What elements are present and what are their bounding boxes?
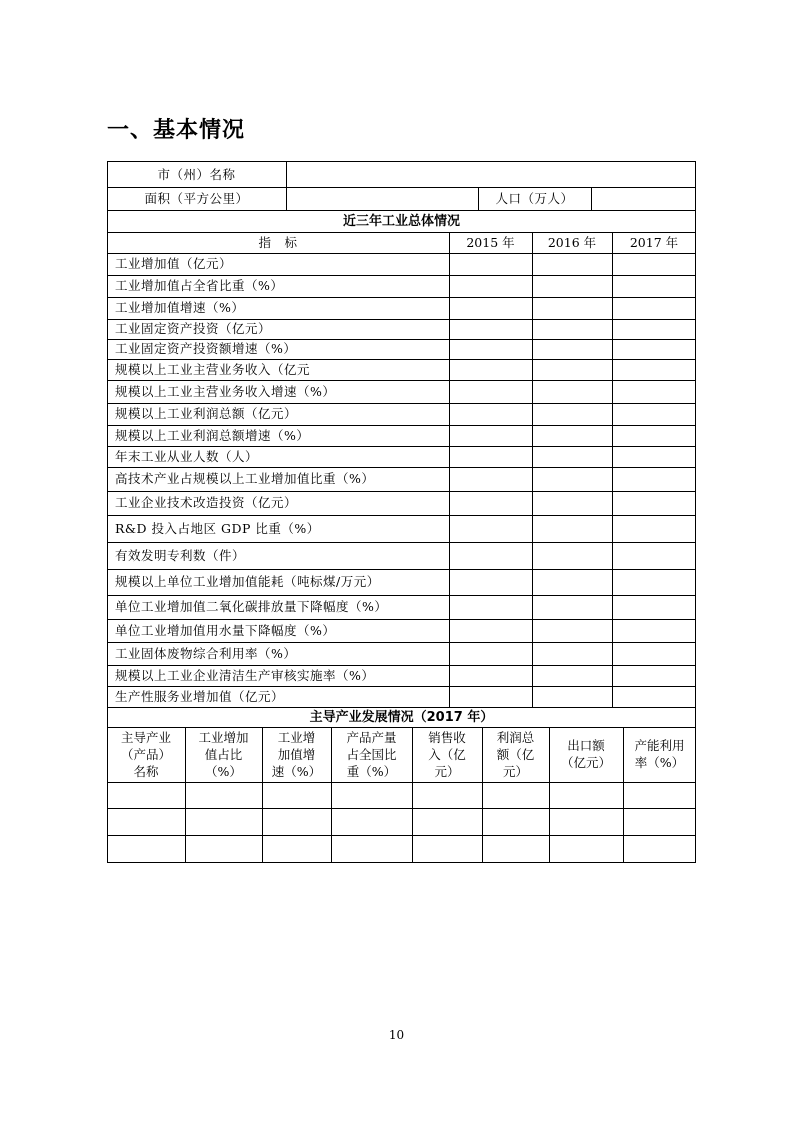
indicator-row-label: 工业企业技术改造投资（亿元） bbox=[115, 495, 298, 510]
overall-section-title: 近三年工业总体情况 bbox=[342, 214, 460, 229]
industry-column-header: 入（亿 bbox=[428, 747, 466, 762]
industry-column-header: 工业增 bbox=[277, 730, 316, 745]
population-label: 人口（万人） bbox=[495, 191, 574, 206]
indicator-row-label: 规模以上工业企业清洁生产审核实施率（%） bbox=[115, 668, 375, 683]
year-header-2016: 2016 年 bbox=[547, 235, 597, 250]
industry-column-header: 率（%） bbox=[634, 755, 685, 770]
indicator-row-label: 工业增加值增速（%） bbox=[115, 300, 245, 315]
page-number: 10 bbox=[388, 1028, 405, 1042]
industry-column-header: 产能利用 bbox=[634, 738, 685, 753]
indicator-row-label: 规模以上工业利润总额增速（%） bbox=[115, 428, 310, 443]
industry-column-header: （产品） bbox=[120, 747, 171, 762]
industry-column-header: 元） bbox=[502, 764, 528, 779]
indicator-row-label: 年末工业从业人数（人） bbox=[115, 449, 259, 464]
industry-column-header: （亿元） bbox=[560, 755, 611, 770]
industry-column-header: 主导产业 bbox=[120, 730, 171, 745]
year-header-2017: 2017 年 bbox=[629, 235, 679, 250]
industry-column-header: 加值增 bbox=[277, 747, 316, 762]
industry-column-header: 产品产量 bbox=[346, 730, 397, 745]
indicator-row-label: 规模以上单位工业增加值能耗（吨标煤/万元） bbox=[115, 574, 380, 589]
indicator-row-label: R&D 投入占地区 GDP 比重（%） bbox=[115, 521, 320, 536]
industry-column-header: 销售收 bbox=[428, 730, 466, 745]
indicator-row-label: 有效发明专利数（件） bbox=[115, 548, 246, 563]
indicator-row-label: 工业固体废物综合利用率（%） bbox=[115, 646, 297, 661]
industry-column-header: 重（%） bbox=[346, 764, 397, 779]
indicator-row-label: 工业固定资产投资（亿元） bbox=[115, 321, 272, 336]
industry-column-header: 工业增加 bbox=[198, 730, 249, 745]
indicator-row-label: 生产性服务业增加值（亿元） bbox=[115, 689, 285, 704]
indicator-row-label: 工业增加值占全省比重（%） bbox=[115, 278, 284, 293]
indicator-row-label: 工业固定资产投资额增速（%） bbox=[115, 341, 297, 356]
indicator-row-label: 规模以上工业主营业务收入（亿元 bbox=[115, 362, 311, 377]
industries-section-title: 主导产业发展情况（2017 年） bbox=[309, 710, 494, 725]
indicator-row-label: 规模以上工业利润总额（亿元） bbox=[115, 406, 298, 421]
industry-column-header: （%） bbox=[205, 764, 242, 779]
industry-column-header: 值占比 bbox=[204, 747, 243, 762]
industry-column-header: 名称 bbox=[133, 764, 159, 779]
industry-column-header: 速（%） bbox=[271, 764, 322, 779]
city-name-label: 市（州）名称 bbox=[157, 167, 236, 182]
year-header-2015: 2015 年 bbox=[466, 235, 515, 250]
section-title: 一、基本情况 bbox=[107, 118, 246, 143]
industry-column-header: 出口额 bbox=[567, 738, 605, 753]
indicator-row-label: 单位工业增加值用水量下降幅度（%） bbox=[115, 623, 336, 638]
industry-column-header: 利润总 bbox=[496, 730, 535, 745]
indicator-row-label: 规模以上工业主营业务收入增速（%） bbox=[115, 384, 336, 399]
industry-column-header: 元） bbox=[434, 764, 460, 779]
indicator-header: 指 标 bbox=[258, 235, 298, 250]
industry-column-header: 额（亿 bbox=[496, 747, 535, 762]
industry-column-header: 占全国比 bbox=[346, 747, 397, 762]
indicator-row-label: 高技术产业占规模以上工业增加值比重（%） bbox=[115, 471, 375, 486]
area-label: 面积（平方公里） bbox=[144, 191, 249, 206]
indicator-row-label: 工业增加值（亿元） bbox=[115, 256, 233, 271]
indicator-row-label: 单位工业增加值二氧化碳排放量下降幅度（%） bbox=[115, 599, 388, 614]
